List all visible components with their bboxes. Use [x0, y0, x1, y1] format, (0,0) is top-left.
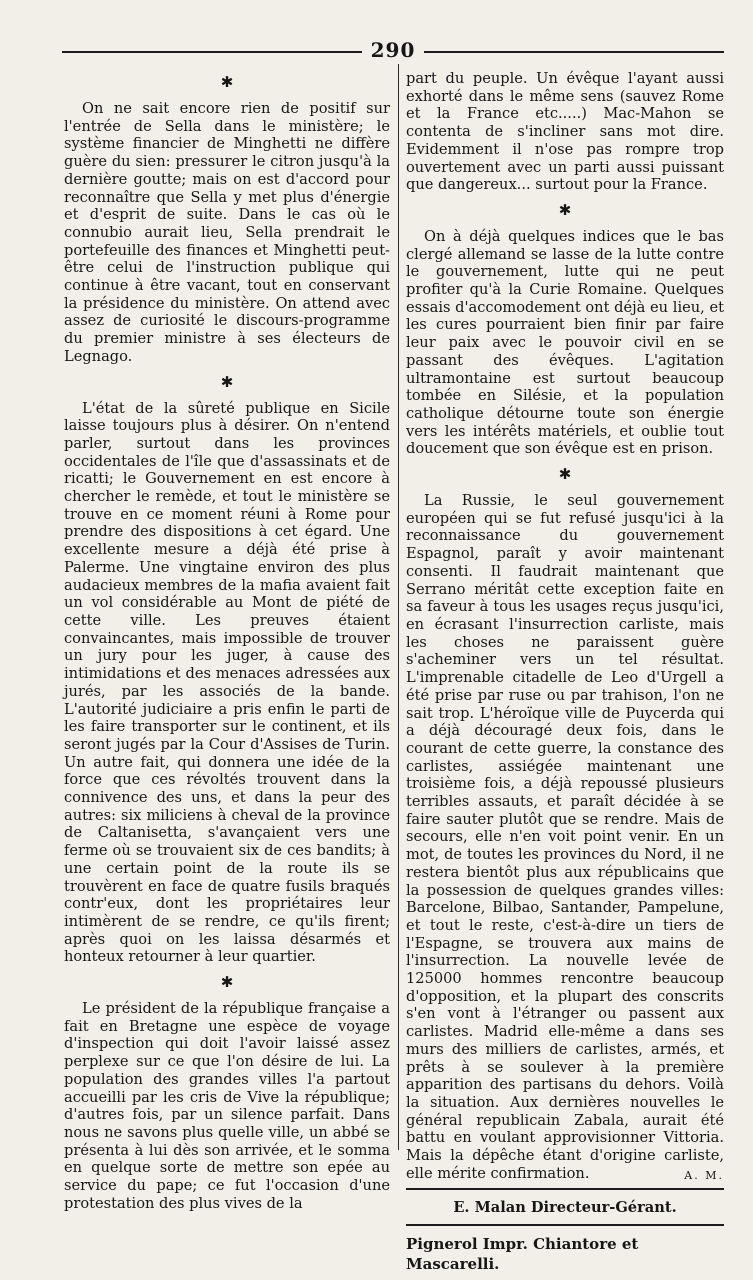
footer-rule-top: [406, 1188, 724, 1190]
section-star-separator: ✱: [558, 465, 572, 484]
section-star-separator: ✱: [220, 372, 234, 391]
article-bretagne: [64, 972, 390, 1212]
footer-rule-bottom: [406, 1224, 724, 1226]
article-paragraph: Le président de la république française a fait en Bretagne une espèce de voyage d'inspection qui doit l'avoir laissé assez perplexe sur ce que l'on désire de lui. La population des grandes villes l'a partout accueilli par les cris de Vive la république; d'autres fois, par un silence parfait. Dans nous ne savons plus quelle ville, un abbé se présenta à lui dès son arrivée, et le somma en quelque sorte de mettre son epée au service du pape; ce fut l'occasion d'une protestation des plus vives de la: [64, 1000, 390, 1212]
section-star-separator: ✱: [220, 73, 234, 91]
section-star-separator: ✱: [220, 973, 234, 992]
article-paragraph: On à déjà quelques indices que le bas clergé allemand se lasse de la lutte contre le gouvernement, lutte qui ne peut profiter qu'à la Curie Romaine. Quelques essais d'accomodement ont déjà eu lieu, et les cures pourraient bien finir par faire leur paix avec le pouvoir civil en se passant des évêques. L'agitation ultramontaine est surtout beaucoup tombée en Silésie, et la population catholique détourne toute son énergie vers les intérêts matériels, et oublie tout doucement que son évêque est en prison.: [406, 227, 724, 458]
article-paragraph: On ne sait encore rien de positif sur l'entrée de Sella dans le ministère; le système financier de Minghetti ne diffère guère du sien: pressurer le citron jusqu'à la dernière goutte; mais on est d'accord pour reconnaître que Sella y met plus d'énergie et d'esprit de suite. Dans le cas où le connubio aurait lieu, Sella prendrait le portefeuille des finances et Minghetti peut-être celui de l'instruction publique qui continue à être vacant, tout en conservant la présidence du ministère. On attend avec assez de curiosité le discours-programme du premier ministre à ses électeurs de Legnago.: [64, 100, 390, 365]
article-continuation: part du peuple. Un évêque l'ayant aussi exhorté dans le même sens (sauvez Rome et la France etc.....) Mac-Mahon se contenta de s'incliner sans mot dire. Evidemment il n'ose pas rompre trop ouvertement avec un parti aussi puissant que dangereux... surtout pour la France.: [406, 70, 724, 194]
author-signature: A. M.: [684, 1168, 724, 1182]
article-paragraph: [406, 492, 724, 1184]
section-star-separator: ✱: [558, 200, 572, 219]
page-number: 290: [370, 38, 416, 62]
article-clerge-allemand: [406, 200, 724, 458]
header-rule-right: [424, 51, 724, 53]
director-line: E. Malan Directeur-Gérant.: [453, 1199, 677, 1217]
article-sella: [64, 72, 390, 366]
article-paragraph: L'état de la sûreté publique en Sicile laisse toujours plus à désirer. On n'entend parler, surtout dans les provinces occidentales de l'île que d'assassinats et de ricatti; le Gouvernement en est encore à chercher le remède, et tout le ministère se trouve en ce moment réuni à Rome pour prendre des dispositions à cet égard. Une excellente mesure a déjà été prise à Palerme. Une vingtaine environ des plus audacieux membres de la mafia avaient fait un vol considérable au Mont de piété de cette ville. Les preuves étaient convaincantes, mais impossible de trouver un jury pour les juger, à cause des intimidations et des menaces adressées aux jurés, par les associés de la bande. L'autorité judiciaire a pris enfin le parti de les faire transporter sur le continent, et ils seront jugés par la Cour d'Assises de Turin. Un autre fait, qui donnera une idée de la force que ces révoltés trouvent dans la connivence des uns, et dans la peur des autres: six miliciens à cheval de la province de Caltanisetta, s'avançaient vers une ferme où se trouvaient six de ces bandits; à une certain point de la route ils se trouvèrent en face de quatre fusils braqués contr'eux, dont les propriétaires leur intimèrent de se rendre, ce qu'ils firent; après quoi on les laissa désarmés et honteux retourner à leur quartier.: [64, 399, 390, 966]
article-russie-espagne: [406, 464, 724, 1184]
imprint-line: Pignerol Impr. Chiantore et Mascarelli.: [406, 1235, 639, 1274]
article-sicile: [64, 372, 390, 967]
page-header: [62, 38, 724, 64]
left-column: [64, 70, 390, 1218]
article-paragraph-text: La Russie, le seul gouvernement européen qui se fut refusé jusqu'ici à la reconnaissance du gouvernement Espagnol, paraît y avoir maintenant consenti. Il faudrait maintenant que Serrano méritât cette exception faite en sa faveur à tous les usages reçus jusqu'ici, en écrasant l'insurrection carliste, mais les choses ne paraissent guère s'acheminer vers un tel résultat. L'imprenable citadelle de Leo d'Urgell a été prise par ruse ou par trahison, l'on ne sait trop. L'héroïque ville de Puycerda qui a déjà découragé deux fois, dans le courant de cette guerre, la constance des carlistes, assiégée maintenant une troisième fois, a déjà repoussé plusieurs terribles assauts, et paraît décidée à se faire sauter plutôt que se rendre. Mais de secours, elle n'en voit point venir. En un mot, de toutes les provinces du Nord, il ne restera bientôt plus aux républicains que la possession de quelques grandes villes: Barcelone, Bilbao, Santander, Pampelune, et tout le reste, c'est-à-dire un tiers de l'Espagne, se trouvera aux mains de l'insurrection. La nouvelle levée de 125000 hommes rencontre beaucoup d'opposition, et la plupart des conscrits s'en vont à l'étranger ou passent aux carlistes. Madrid elle-même a dans ses murs des milliers de carlistes, armés, et prêts à se soulever à la première apparition des partisans du dehors. Voilà la situation. Aux dernières nouvelles le général republicain Zabala, aurait été battu en voulant approvisionner Vittoria. Mais la dépêche étant d'origine carliste, elle mérite confirmation.: [406, 492, 724, 1182]
right-column: [406, 70, 724, 1280]
header-rule-left: [62, 51, 362, 53]
column-divider: [398, 64, 399, 1150]
